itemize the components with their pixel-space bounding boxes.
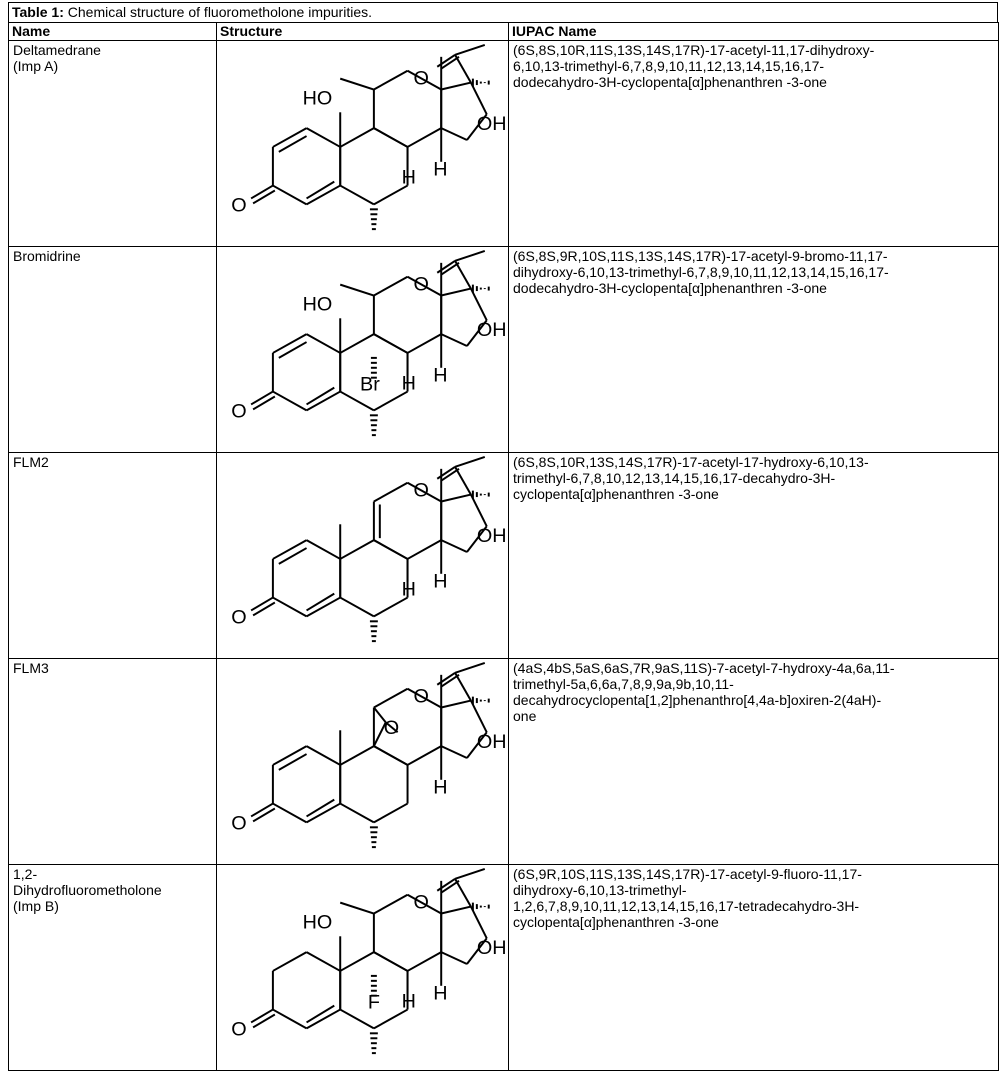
row-structure (217, 453, 509, 659)
row-structure (217, 659, 509, 865)
iupac-line: 6,10,13-trimethyl-6,7,8,9,10,11,12,13,14,15,16,17- (513, 58, 825, 74)
iupac-line: (6S,9R,10S,11S,13S,14S,17R)-17-acetyl-9-fluoro-11,17- (513, 866, 862, 882)
hydroxyl-11-label: HO (302, 911, 333, 934)
hydroxyl-11-label: HO (302, 87, 333, 110)
chemical-structure (217, 865, 507, 1065)
ketone-o-label: O (231, 606, 247, 629)
iupac-line: trimethyl-5a,6,6a,7,8,9,9a,9b,10,11- (513, 676, 734, 692)
header-structure: Structure (217, 23, 509, 41)
h-8-label: H (401, 372, 416, 395)
caption-text: Chemical structure of fluorometholone impurities. (63, 4, 373, 20)
header-iupac: IUPAC Name (509, 23, 999, 41)
name-line: FLM3 (13, 660, 49, 676)
h-8-label: H (401, 166, 416, 189)
bromo-label: Br (360, 373, 380, 396)
iupac-line: cyclopenta[α]phenanthren -3-one (513, 914, 719, 930)
ketone-o-label: O (231, 194, 247, 217)
h-14-label: H (433, 982, 448, 1005)
hydroxyl-17-label: OH (476, 525, 507, 548)
iupac-line: (6S,8S,10R,13S,14S,17R)-17-acetyl-17-hydroxy-6,10,13- (513, 454, 869, 470)
name-line: FLM2 (13, 454, 49, 470)
name-line: Deltamedrane (13, 42, 101, 58)
row-structure (217, 41, 509, 247)
iupac-line: one (513, 708, 537, 724)
table-row (9, 453, 999, 659)
hydroxyl-17-label: OH (476, 319, 507, 342)
name-line: Bromidrine (13, 248, 81, 264)
chemical-structure (217, 41, 507, 241)
impurities-table (8, 22, 999, 1071)
caption-label: Table 1: (12, 4, 64, 20)
row-structure (217, 865, 509, 1071)
iupac-line: dodecahydro-3H-cyclopenta[α]phenanthren -3-one (513, 74, 827, 90)
carbonyl-o-label: O (413, 479, 429, 502)
row-iupac (509, 41, 999, 247)
carbonyl-o-label: O (413, 273, 429, 296)
iupac-line: cyclopenta[α]phenanthren -3-one (513, 486, 719, 502)
hydroxyl-11-label: HO (302, 293, 333, 316)
header-row (9, 23, 999, 41)
hydroxyl-17-label: OH (476, 113, 507, 136)
iupac-line: 1,2,6,7,8,9,10,11,12,13,14,15,16,17-tetradecahydro-3H- (513, 898, 860, 914)
epoxide-o-label: O (383, 717, 400, 740)
name-line: (Imp B) (13, 898, 59, 914)
h-8-label: H (401, 578, 416, 601)
iupac-line: (6S,8S,10R,11S,13S,14S,17R)-17-acetyl-11,17-dihydroxy- (513, 42, 875, 58)
name-line: 1,2- (13, 866, 38, 882)
h-14-label: H (433, 364, 448, 387)
ketone-o-label: O (231, 812, 247, 835)
iupac-line: (4aS,4bS,5aS,6aS,7R,9aS,11S)-7-acetyl-7-hydroxy-4a,6a,11- (513, 660, 895, 676)
chemical-structure (217, 659, 507, 859)
iupac-line: dihydroxy-6,10,13-trimethyl- (513, 882, 687, 898)
h-14-label: H (433, 570, 448, 593)
chemical-structure (217, 453, 507, 653)
row-name (9, 41, 217, 247)
row-iupac (509, 865, 999, 1071)
row-name (9, 247, 217, 453)
iupac-line: dihydroxy-6,10,13-trimethyl-6,7,8,9,10,11,12,13,14,15,16,17- (513, 264, 889, 280)
name-line: (Imp A) (13, 58, 59, 74)
h-8-label: H (401, 990, 416, 1013)
fluoro-label: F (367, 991, 381, 1014)
hydroxyl-17-label: OH (476, 731, 507, 754)
name-line: Dihydrofluorometholone (13, 882, 162, 898)
table-row (9, 247, 999, 453)
hydroxyl-17-label: OH (476, 937, 507, 960)
row-iupac (509, 453, 999, 659)
carbonyl-o-label: O (413, 891, 429, 914)
row-structure (217, 247, 509, 453)
carbonyl-o-label: O (413, 685, 429, 708)
table-row (9, 659, 999, 865)
table-container (8, 2, 998, 1071)
table-row (9, 865, 999, 1071)
row-name (9, 865, 217, 1071)
chemical-structure (217, 247, 507, 447)
h-14-label: H (433, 158, 448, 181)
ketone-o-label: O (231, 400, 247, 423)
iupac-line: decahydrocyclopenta[1,2]phenanthro[4,4a-b]oxiren-2(4aH)- (513, 692, 882, 708)
header-name: Name (9, 23, 217, 41)
row-name (9, 453, 217, 659)
h-14-label: H (433, 776, 448, 799)
row-iupac (509, 247, 999, 453)
table-caption (8, 2, 998, 22)
row-iupac (509, 659, 999, 865)
carbonyl-o-label: O (413, 67, 429, 90)
ketone-o-label: O (231, 1018, 247, 1041)
iupac-line: dodecahydro-3H-cyclopenta[α]phenanthren -3-one (513, 280, 827, 296)
row-name (9, 659, 217, 865)
iupac-line: trimethyl-6,7,8,10,12,13,14,15,16,17-decahydro-3H- (513, 470, 836, 486)
table-row (9, 41, 999, 247)
iupac-line: (6S,8S,9R,10S,11S,13S,14S,17R)-17-acetyl-9-bromo-11,17- (513, 248, 888, 264)
